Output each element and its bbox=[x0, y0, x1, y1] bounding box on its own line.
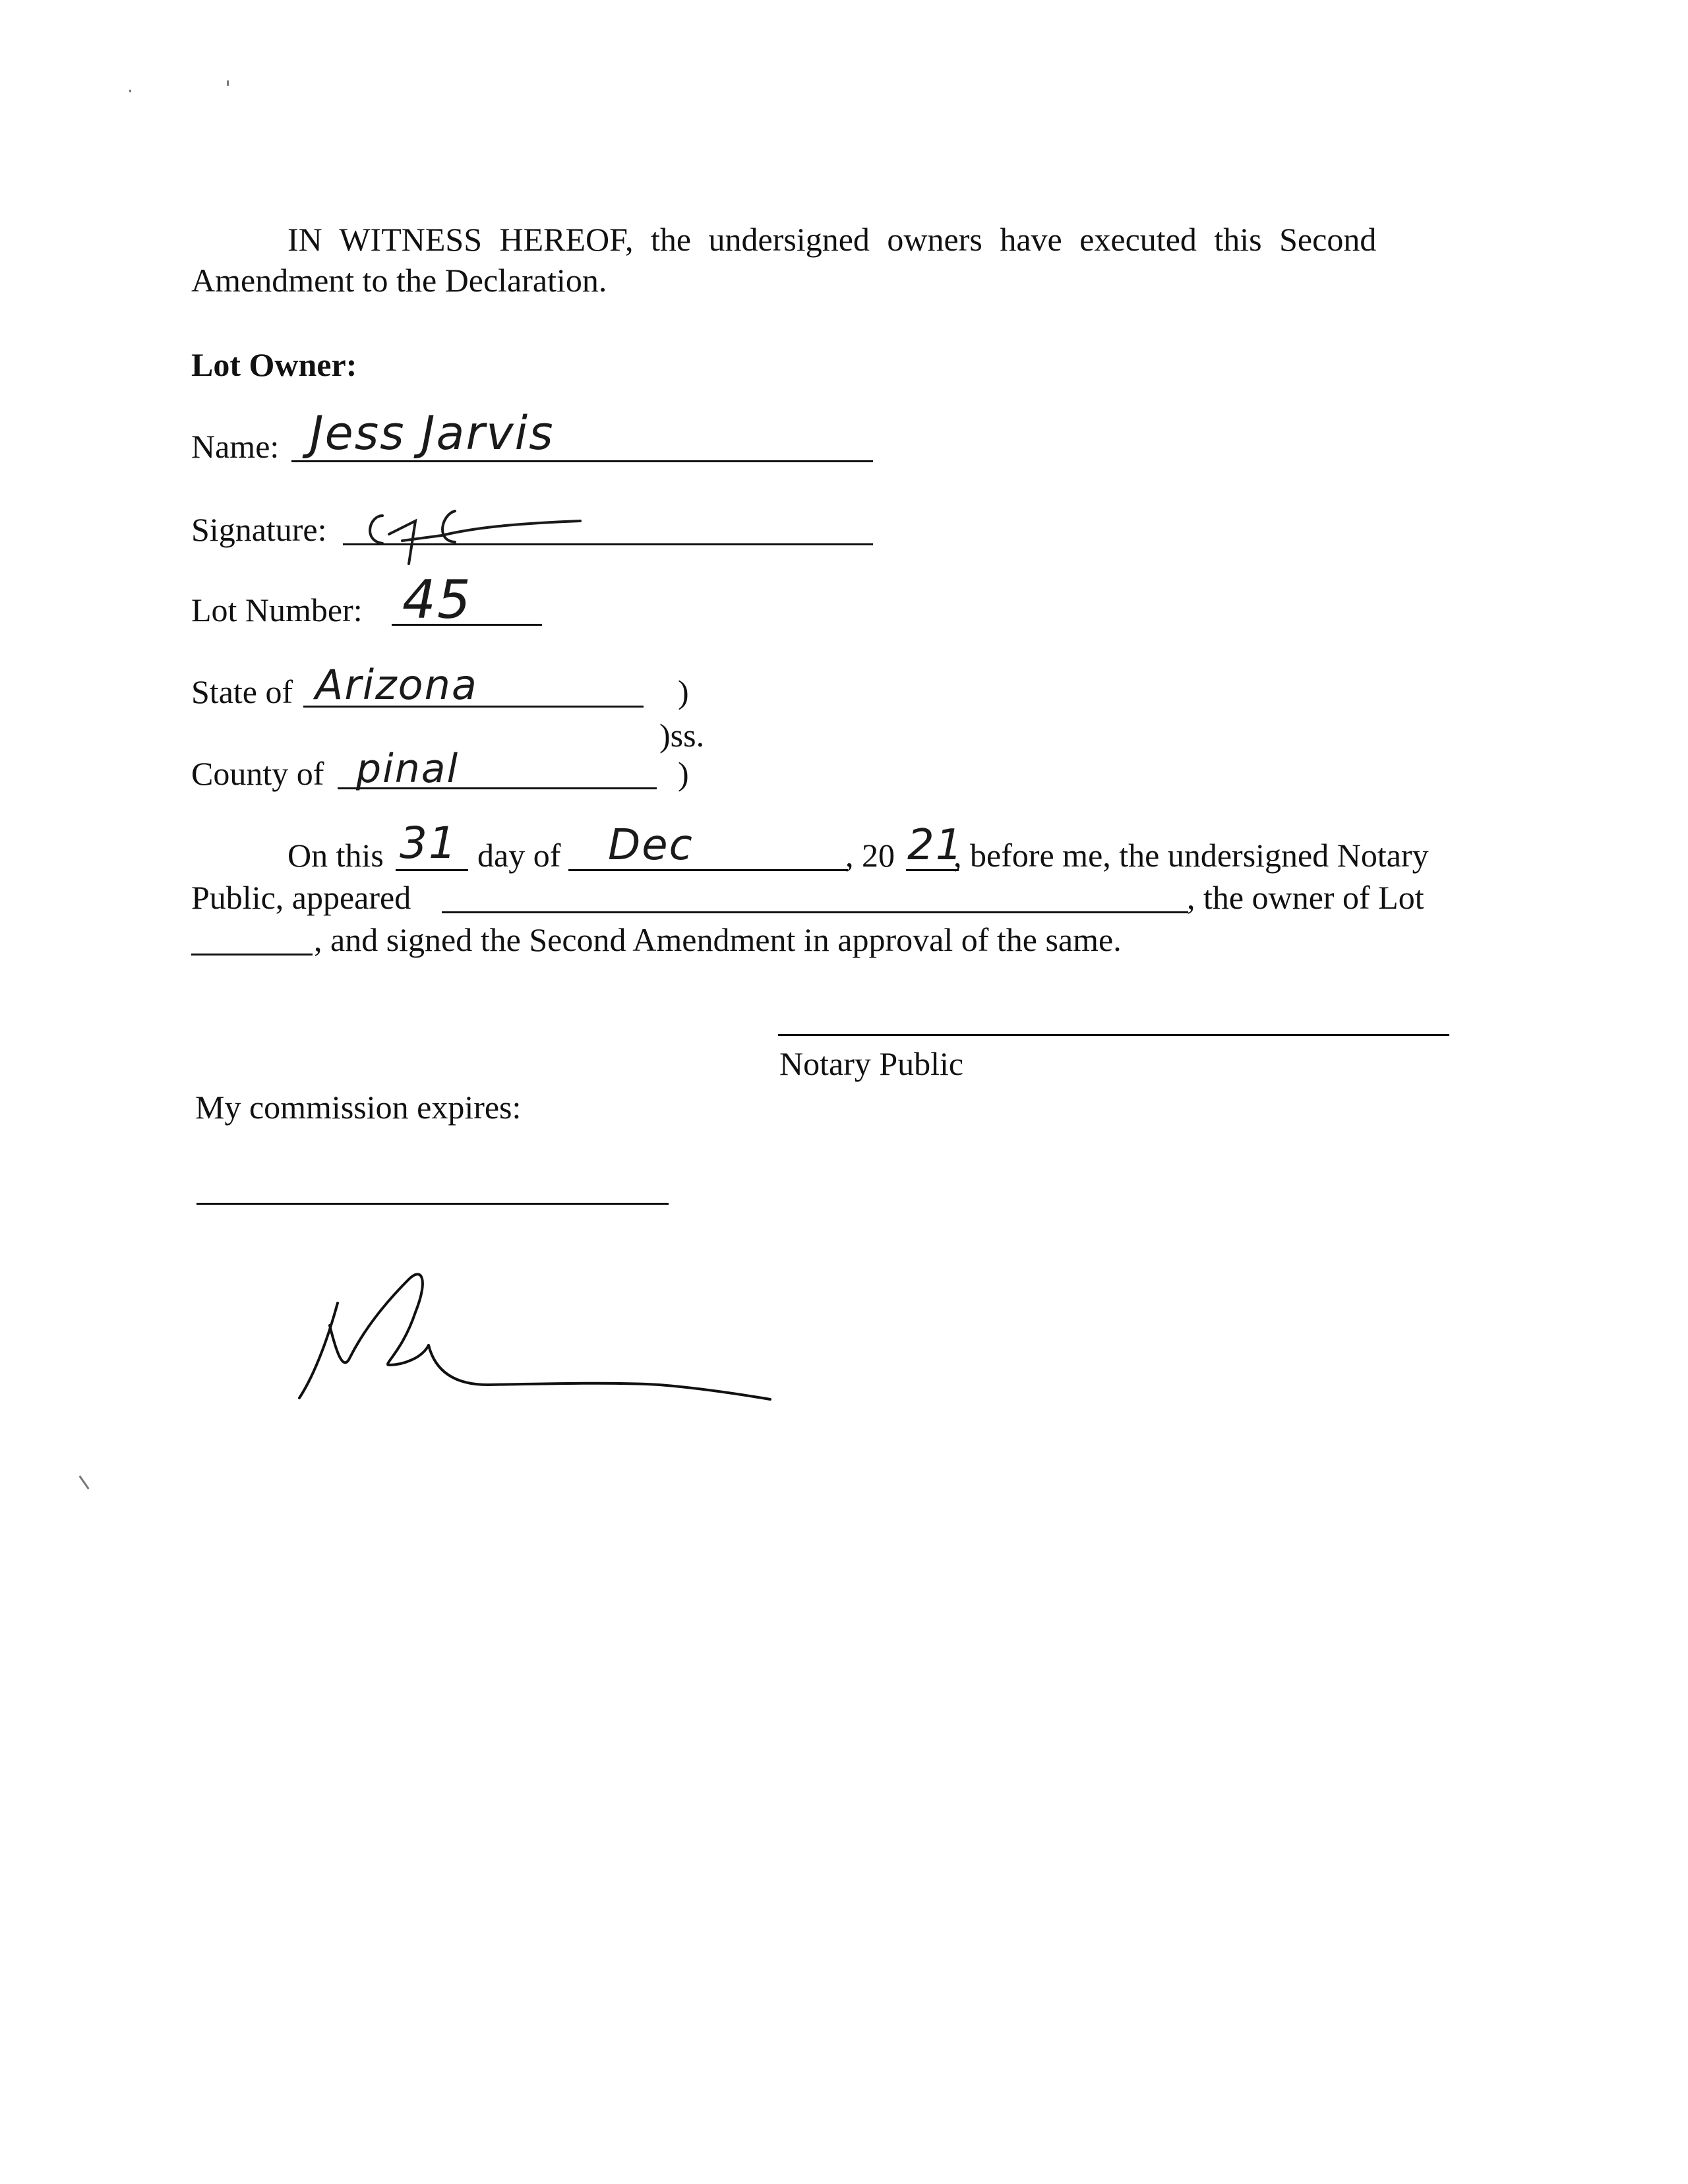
notary-on-this: On this bbox=[287, 837, 384, 874]
notary-public-label: Notary Public bbox=[779, 1045, 964, 1082]
owner-signature bbox=[343, 475, 593, 567]
paren-top: ) bbox=[678, 673, 689, 710]
state-label: State of bbox=[191, 673, 293, 710]
notary-signature-line bbox=[778, 1034, 1449, 1036]
scan-speck bbox=[78, 1475, 89, 1489]
notary-comma-20: , 20 bbox=[845, 837, 895, 874]
county-label: County of bbox=[191, 755, 324, 792]
notary-signature bbox=[290, 1253, 778, 1418]
name-label: Name: bbox=[191, 428, 280, 465]
witness-line-2: Amendment to the Declaration. bbox=[191, 262, 607, 299]
lot-number-handwritten-value: 45 bbox=[402, 569, 472, 630]
month-handwritten-value: Dec bbox=[608, 821, 694, 870]
witness-line-1: IN WITNESS HEREOF, the undersigned owners have executed this Second bbox=[287, 221, 1377, 258]
county-handwritten-value: pinal bbox=[356, 746, 460, 792]
lot-number-label: Lot Number: bbox=[191, 592, 363, 628]
appeared-underline bbox=[442, 911, 1188, 913]
commission-label: My commission expires: bbox=[195, 1089, 522, 1126]
notary-owner-of-lot: , the owner of Lot bbox=[1187, 879, 1424, 916]
name-underline bbox=[291, 460, 873, 462]
signature-label: Signature: bbox=[191, 511, 327, 548]
paren-ss: )ss. bbox=[659, 717, 705, 754]
day-underline bbox=[396, 869, 468, 871]
lot-owner-heading: Lot Owner: bbox=[191, 346, 357, 383]
notary-day-of: day of bbox=[477, 837, 561, 874]
paren-bottom: ) bbox=[678, 755, 689, 792]
notary-before-me: , before me, the undersigned Notary bbox=[953, 837, 1429, 874]
notary-signed-text: , and signed the Second Amendment in approval of the same. bbox=[314, 921, 1122, 958]
scan-speck bbox=[129, 90, 131, 92]
name-handwritten-value: Jess Jarvis bbox=[310, 406, 555, 460]
day-handwritten-value: 31 bbox=[400, 818, 458, 868]
lot-blank-underline bbox=[191, 954, 313, 956]
scan-speck bbox=[227, 80, 229, 86]
state-handwritten-value: Arizona bbox=[315, 661, 478, 709]
commission-underline bbox=[196, 1203, 669, 1205]
year-handwritten-value: 21 bbox=[907, 821, 964, 870]
notary-public-appeared: Public, appeared bbox=[191, 879, 411, 916]
